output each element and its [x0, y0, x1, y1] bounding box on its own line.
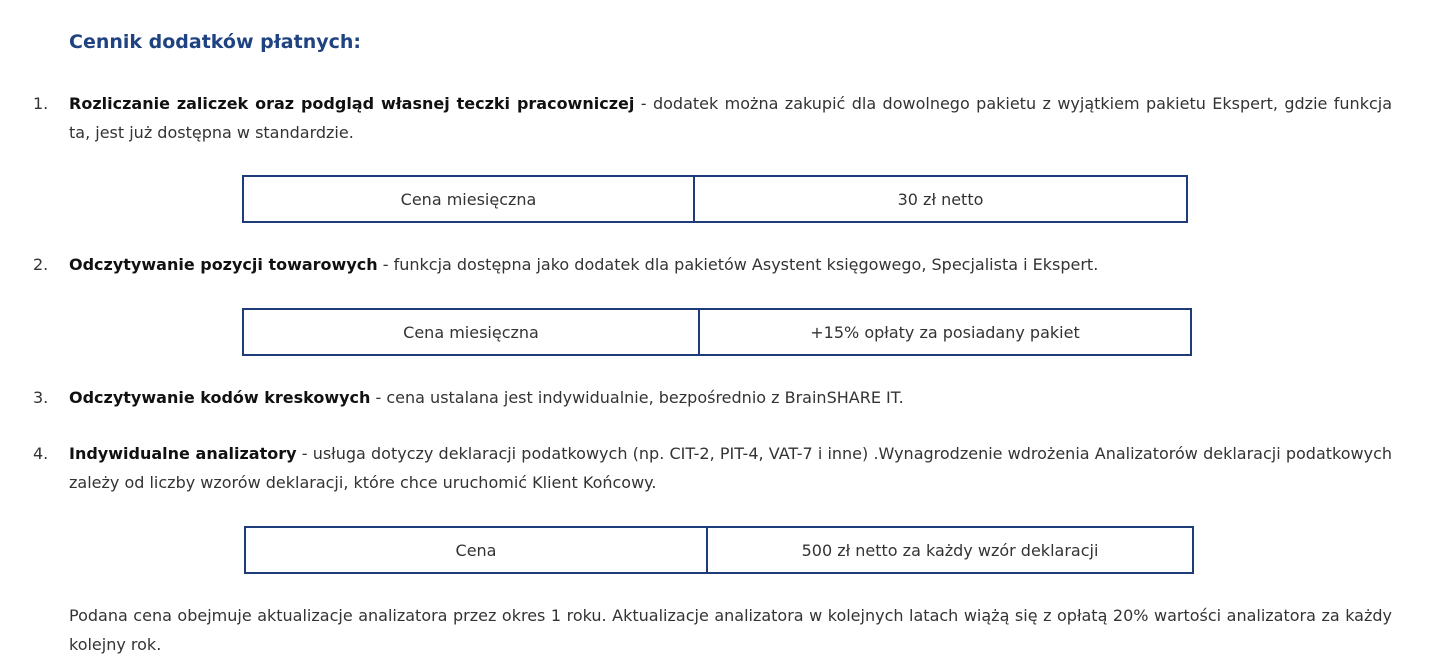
- price-table-label: Cena miesięczna: [243, 176, 694, 222]
- price-table-row: [243, 309, 1191, 355]
- list-item-number: 2.: [33, 255, 49, 274]
- list-item-text: [69, 251, 1392, 280]
- list-item-title: Odczytywanie pozycji towarowych: [69, 255, 378, 274]
- price-note: Podana cena obejmuje aktualizacje analizatora przez okres 1 roku. Aktualizacje analizatora w kolejnych latach wiążą się z opłatą 20% wartości analizatora za każdy kolejny rok.: [69, 606, 1392, 654]
- price-table-value: +15% opłaty za posiadany pakiet: [699, 309, 1191, 355]
- price-table-3: [244, 526, 1194, 574]
- price-table-row: [243, 176, 1187, 222]
- price-table-value: 30 zł netto: [694, 176, 1187, 222]
- list-item-2: [33, 251, 1392, 280]
- list-item-description: - usługa dotyczy deklaracji podatkowych (np. CIT-2, PIT-4, VAT-7 i inne) .Wynagrodzenie wdrożenia Analizatorów deklaracji podatkowych zależy od liczby wzorów deklaracji, które chce uruchomić Klient Końcowy.: [69, 444, 1393, 492]
- list-item-title: Indywidualne analizatory: [69, 444, 297, 463]
- list-item-4: [33, 440, 1392, 497]
- list-item-number: 1.: [33, 94, 49, 113]
- list-item-text: [69, 90, 1392, 147]
- page-heading: Cennik dodatków płatnych:: [69, 31, 362, 53]
- list-item-text: [69, 384, 1392, 413]
- list-item-3: [33, 384, 1392, 413]
- list-item-number: 4.: [33, 444, 49, 463]
- list-item-title: Odczytywanie kodów kreskowych: [69, 388, 371, 407]
- price-table-1: [242, 175, 1188, 223]
- price-table-label: Cena miesięczna: [243, 309, 699, 355]
- list-item-title: Rozliczanie zaliczek oraz podgląd własnej teczki pracowniczej: [69, 94, 635, 113]
- price-table-row: [245, 527, 1193, 573]
- list-item-description: - dodatek można zakupić dla dowolnego pakietu z wyjątkiem pakietu Ekspert, gdzie funkcja ta, jest już dostępna w standardzie.: [69, 94, 1393, 142]
- list-item-text: [69, 440, 1392, 497]
- list-item-description: - funkcja dostępna jako dodatek dla pakietów Asystent księgowego, Specjalista i Ekspert.: [377, 255, 1099, 274]
- price-table-value: 500 zł netto za każdy wzór deklaracji: [707, 527, 1193, 573]
- list-item-description: - cena ustalana jest indywidualnie, bezpośrednio z BrainSHARE IT.: [370, 388, 904, 407]
- list-item-number: 3.: [33, 388, 49, 407]
- price-table-2: [242, 308, 1192, 356]
- price-table-label: Cena: [245, 527, 707, 573]
- list-item-1: [33, 90, 1392, 147]
